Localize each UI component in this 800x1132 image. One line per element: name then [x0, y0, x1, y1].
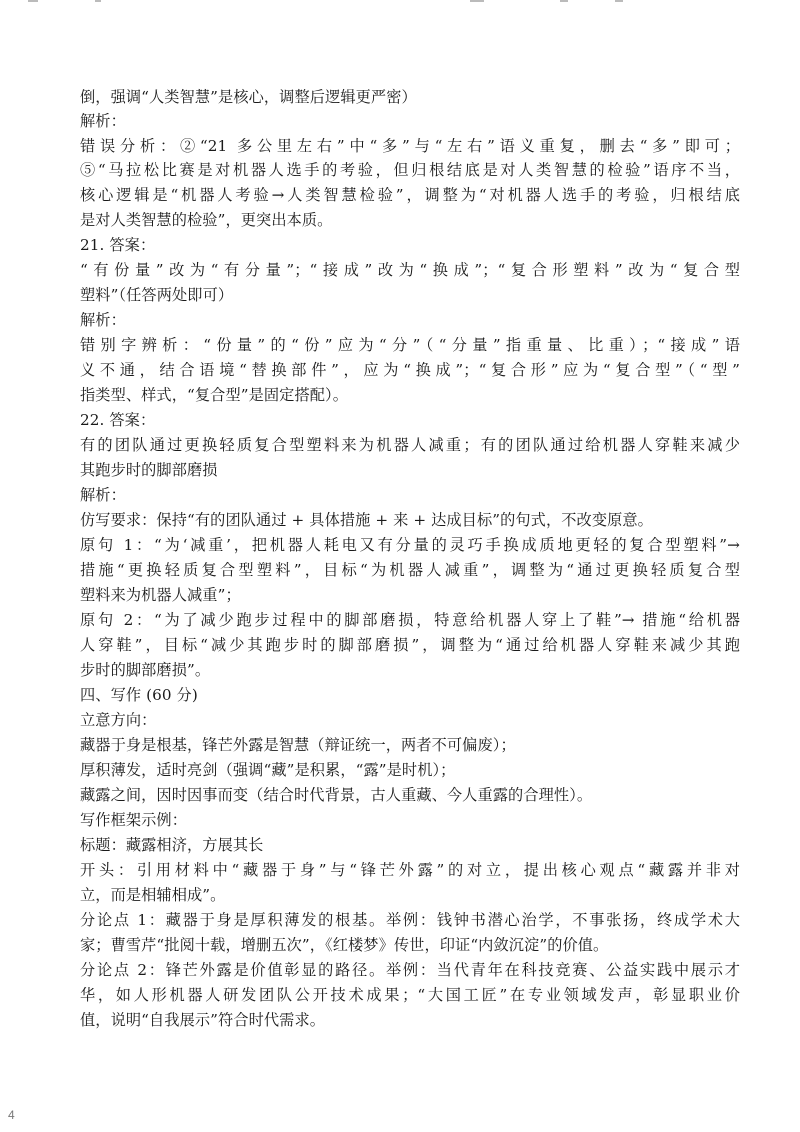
question-22-answer-heading: 22. 答案：	[80, 411, 156, 429]
analysis-text-line: 步时的脚部磨损”。	[80, 661, 211, 679]
framework-text-line: 华，如人形机器人研发团队公开技术成果；“大国工匠”在专业领域发声，彰显职业价	[80, 986, 740, 1004]
scan-artifact	[560, 0, 568, 2]
theme-direction-heading: 立意方向：	[80, 711, 157, 729]
scan-artifact	[95, 0, 101, 2]
framework-text-line: 开头：引用材料中“藏器于身”与“锋芒外露”的对立，提出核心观点“藏露并非对	[80, 861, 740, 879]
analysis-text-line: 错别字辨析：“份量”的“份”应为“分”（“分量”指重量、比重）；“接成”语	[80, 336, 740, 354]
analysis-text-line: ⑤“马拉松比赛是对机器人选手的考验，但归根结底是对人类智慧的检验”语序不当，	[80, 161, 740, 179]
framework-heading: 写作框架示例：	[80, 811, 188, 829]
answer-text-line: “有份量”改为“有分量”；“接成”改为“换成”；“复合形塑料”改为“复合型	[80, 261, 740, 279]
analysis-text-line: 指类型、样式，“复合型”是固定搭配）。	[80, 386, 349, 404]
framework-text-line: 值，说明“自我展示”符合时代需求。	[80, 1011, 326, 1029]
theme-item: 厚积薄发，适时亮剑（强调“藏”是积累，“露”是时机）；	[80, 761, 456, 779]
answer-text-line: 倒，强调“人类智慧”是核心，调整后逻辑更严密）	[80, 88, 417, 106]
analysis-text-line: 塑料来为机器人减重”；	[80, 586, 241, 604]
answer-text-line: 其跑步时的脚部磨损	[80, 461, 218, 479]
analysis-heading: 解析：	[80, 486, 126, 504]
question-21-answer-heading: 21. 答案：	[80, 236, 156, 254]
framework-text-line: 分论点 1：藏器于身是厚积薄发的根基。举例：钱钟书潜心治学，不事张扬，终成学术大	[80, 911, 740, 929]
answer-text-line: 有的团队通过更换轻质复合型塑料来为机器人减重；有的团队通过给机器人穿鞋来减少	[80, 436, 740, 454]
analysis-text-line: 原句 1：“为‘减重’，把机器人耗电又有分量的灵巧手换成质地更轻的复合型塑料”→	[80, 536, 740, 554]
analysis-text-line: 错误分析：②“21 多公里左右”中“多”与“左右”语义重复，删去“多”即可；	[80, 137, 740, 155]
theme-item: 藏露之间，因时因事而变（结合时代背景，古人重藏、今人重露的合理性）。	[80, 786, 593, 804]
analysis-text-line: 义不通，结合语境“替换部件”，应为“换成”；“复合形”应为“复合型”（“型”	[80, 361, 740, 379]
theme-item: 藏器于身是根基，锋芒外露是智慧（辩证统一，两者不可偏废）；	[80, 736, 516, 754]
analysis-text-line: 仿写要求：保持“有的团队通过 + 具体措施 + 来 + 达成目标”的句式，不改变原意。	[80, 511, 653, 529]
analysis-heading: 解析：	[80, 311, 126, 329]
scan-artifact	[615, 0, 623, 2]
framework-text-line: 立，而是相辅相成”。	[80, 886, 226, 904]
page-corner-mark: 4	[8, 1108, 15, 1122]
framework-text-line: 家；曹雪芹“批阅十载，增删五次”，《红楼梦》传世，印证“内敛沉淀”的价值。	[80, 936, 609, 954]
analysis-text-line: 是对人类智慧的检验”，更突出本质。	[80, 211, 333, 229]
scan-artifact	[470, 0, 484, 2]
framework-title: 标题：藏露相济，方展其长	[80, 836, 264, 854]
section-heading-writing: 四、写作 (60 分)	[80, 686, 198, 704]
analysis-text-line: 措施“更换轻质复合型塑料”，目标“为机器人减重”，调整为“通过更换轻质复合型	[80, 561, 740, 579]
analysis-heading: 解析：	[80, 112, 126, 130]
analysis-text-line: 人穿鞋”，目标“减少其跑步时的脚部磨损”，调整为“通过给机器人穿鞋来减少其跑	[80, 636, 740, 654]
answer-text-line: 塑料”（任答两处即可）	[80, 286, 234, 304]
scan-artifact	[28, 0, 38, 2]
framework-text-line: 分论点 2：锋芒外露是价值彰显的路径。举例：当代青年在科技竞赛、公益实践中展示才	[80, 961, 740, 979]
analysis-text-line: 核心逻辑是“机器人考验→人类智慧检验”，调整为“对机器人选手的考验，归根结底	[80, 186, 740, 204]
analysis-text-line: 原句 2：“为了减少跑步过程中的脚部磨损，特意给机器人穿上了鞋”→ 措施“给机器	[80, 611, 740, 629]
